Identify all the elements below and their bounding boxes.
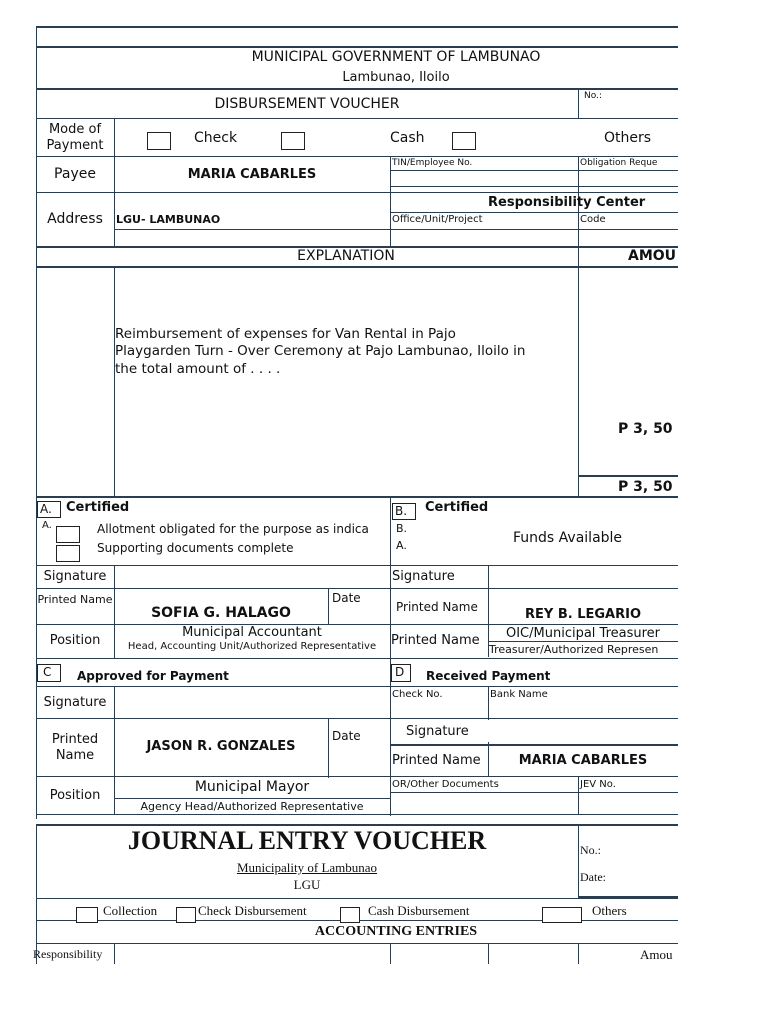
section-b-name: REY B. LEGARIO [525, 607, 641, 622]
jev-number-label: JEV No. [580, 779, 616, 790]
section-b-position-sub: Treasurer/Authorized Represen [489, 643, 659, 656]
payee-label: Payee [54, 166, 96, 182]
cash-disbursement-checkbox[interactable] [340, 907, 360, 923]
section-c-printed-name-label [36, 732, 114, 764]
cash-checkbox[interactable] [452, 132, 476, 150]
section-a-name: SOFIA G. HALAGO [151, 605, 291, 621]
check-label: Check [194, 130, 238, 146]
explanation-header: EXPLANATION [297, 248, 395, 264]
address-label: Address [47, 211, 103, 227]
section-c-position-label: Position [49, 788, 101, 803]
allotment-text: Allotment obligated for the purpose as indica [97, 522, 369, 536]
section-a-printed-name-label [36, 593, 114, 607]
explanation-line-3: the total amount of . . . . [115, 361, 281, 377]
others-label: Others [604, 130, 652, 146]
check-checkbox[interactable] [147, 132, 171, 150]
mode-of-payment-text: Mode of Payment [46, 122, 104, 153]
government-title: MUNICIPAL GOVERNMENT OF LAMBUNAO [251, 49, 541, 65]
section-d-signature-label: Signature [406, 724, 469, 739]
journal-date-label: Date: [580, 870, 606, 884]
journal-municipality: Municipality of Lambunao [236, 860, 378, 875]
section-a-position-label: Position [49, 633, 101, 648]
voucher-title: DISBURSEMENT VOUCHER [214, 96, 400, 112]
section-d-printed-name-label: Printed Name [392, 753, 481, 768]
explanation-line-2: Playgarden Turn - Over Ceremony at Pajo Lambunao, Iloilo in [115, 343, 526, 359]
check-box-2[interactable] [281, 132, 305, 150]
code-label: Code [580, 214, 606, 225]
section-c-name: JASON R. GONZALES [146, 739, 296, 754]
section-c-position: Municipal Mayor [194, 779, 310, 795]
journal-lgu: LGU [293, 877, 321, 892]
or-documents-label: OR/Other Documents [392, 779, 499, 790]
section-b-letter: B. [395, 504, 408, 518]
amount-value: P 3, 50 [618, 421, 673, 437]
check-disbursement-checkbox[interactable] [176, 907, 196, 923]
section-c-position-sub: Agency Head/Authorized Representative [140, 800, 364, 813]
section-d-title: Received Payment [426, 669, 551, 683]
obligation-label: Obligation Reque [580, 158, 658, 168]
section-a-position: Municipal Accountant [182, 625, 322, 640]
payee-name: MARIA CABARLES [187, 167, 317, 182]
section-a-position-sub: Head, Accounting Unit/Authorized Representative [127, 641, 377, 652]
cash-label: Cash [390, 130, 425, 146]
section-c-title: Approved for Payment [77, 669, 229, 683]
responsibility-label: Responsibility [33, 947, 103, 961]
section-d-letter: D [395, 665, 405, 679]
funds-available-text: Funds Available [513, 530, 623, 546]
journal-number-label: No.: [580, 843, 601, 857]
section-b-title: Certified [425, 500, 489, 515]
address-value: LGU- LAMBUNAO [116, 213, 221, 226]
section-a-signature-label: Signature [43, 569, 107, 584]
section-b-sub2: A. [396, 539, 407, 552]
check-number-label: Check No. [392, 689, 443, 700]
cash-disbursement-label: Cash Disbursement [368, 903, 470, 918]
section-b-sub1: B. [396, 522, 408, 535]
section-a-sub-letter: A. [42, 520, 52, 531]
section-a-date-label: Date [332, 591, 361, 605]
section-a-printed-name-text: Printed Name [37, 593, 113, 606]
journal-others-checkbox[interactable] [542, 907, 582, 923]
office-label: Office/Unit/Project [392, 214, 483, 225]
voucher-number-label: No.: [584, 91, 602, 101]
section-d-name: MARIA CABARLES [518, 753, 648, 768]
tin-label: TIN/Employee No. [392, 158, 473, 168]
section-c-letter: C [43, 665, 52, 679]
section-b-printed-name-label-2: Printed Name [391, 633, 480, 648]
accounting-entries-header: ACCOUNTING ENTRIES [314, 924, 478, 939]
government-location: Lambunao, Iloilo [342, 70, 450, 85]
section-c-signature-label: Signature [43, 695, 107, 710]
section-c-printed-name-text: Printed Name [51, 732, 99, 763]
section-b-printed-name-label: Printed Name [396, 600, 478, 614]
amount-header: AMOU [628, 248, 677, 264]
collection-checkbox[interactable] [76, 907, 98, 923]
journal-others-label: Others [592, 903, 627, 918]
supporting-docs-text: Supporting documents complete [97, 541, 294, 555]
section-b-position: OIC/Municipal Treasurer [505, 626, 661, 641]
bank-name-label: Bank Name [490, 689, 548, 700]
section-a-title: Certified [66, 500, 130, 515]
mode-of-payment-label [36, 122, 114, 154]
responsibility-center-label: Responsibility Center [488, 195, 646, 210]
amount-total: P 3, 50 [618, 479, 673, 495]
explanation-line-1: Reimbursement of expenses for Van Rental in Pajo [115, 326, 456, 342]
journal-amount-label: Amou [640, 947, 673, 962]
check-disbursement-label: Check Disbursement [198, 903, 307, 918]
collection-label: Collection [103, 903, 158, 918]
journal-title: JOURNAL ENTRY VOUCHER [127, 826, 487, 855]
allotment-checkbox[interactable] [56, 526, 80, 543]
section-a-letter: A. [40, 502, 52, 516]
supporting-docs-checkbox[interactable] [56, 545, 80, 562]
section-c-date-label: Date [332, 729, 361, 743]
section-b-signature-label: Signature [392, 569, 455, 584]
